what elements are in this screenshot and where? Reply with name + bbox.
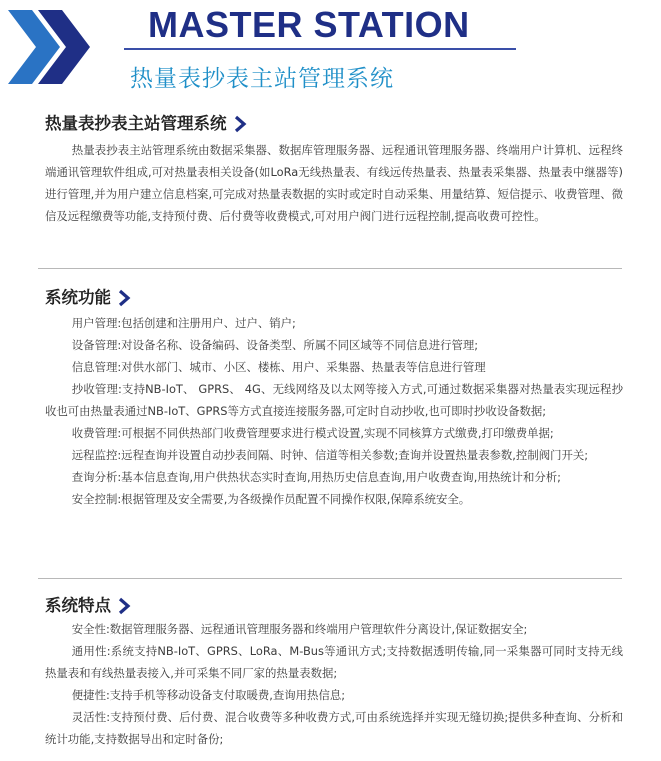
- functions-heading: [45, 286, 623, 310]
- features-section: [45, 594, 623, 750]
- header-rule: [124, 48, 516, 50]
- chevron-right-icon: [117, 597, 131, 615]
- list-item: 安全控制:根据管理及安全需要,为各级操作员配置不同操作权限,保障系统安全。: [71, 492, 471, 506]
- section-divider: [38, 578, 622, 579]
- double-chevron-icon: [8, 10, 92, 84]
- features-title: 系统特点: [45, 596, 111, 615]
- list-item: 安全性:数据管理服务器、远程通讯管理服务器和终端用户管理软件分离设计,保证数据安全;: [71, 622, 528, 636]
- header-title: MASTER STATION: [148, 4, 470, 45]
- list-item: 查询分析:基本信息查询,用户供热状态实时查询,用热历史信息查询,用户收费查询,用热统计和分析;: [71, 470, 561, 484]
- header-subtitle: 热量表抄表主站管理系统: [130, 66, 394, 92]
- list-item: 便捷性:支持手机等移动设备支付取暖费,查询用热信息;: [71, 688, 346, 702]
- chevron-right-icon: [117, 289, 131, 307]
- functions-title: 系统功能: [45, 288, 111, 307]
- list-item: 收费管理:可根据不同供热部门收费管理要求进行模式设置,实现不同核算方式缴费,打印缴费单据;: [71, 426, 554, 440]
- intro-paragraph: 热量表抄表主站管理系统由数据采集器、数据库管理服务器、远程通讯管理服务器、终端用户计算机、远程终端通讯管理软件组成,可对热量表相关设备(如LoRa无线热量表、有线远传热量表、热量表采集器、热量表中继器等)进行管理,并为用户建立信息档案,可完成对热量表数据的实时或定时自动采集、用量结算、短信提示、收费管理、微信及远程缴费等功能,支持预付费、后付费等收费模式,可对用户阀门进行远程控制,提高收费可控性。: [45, 143, 623, 223]
- intro-heading: [45, 112, 623, 136]
- features-heading: [45, 594, 623, 618]
- functions-section: [45, 286, 623, 510]
- list-item: 用户管理:包括创建和注册用户、过户、销户;: [71, 316, 296, 330]
- list-item: 灵活性:支持预付费、后付费、混合收费等多种收费方式,可由系统选择并实现无缝切换;提供多种查询、分析和统计功能,支持数据导出和定时备份;: [45, 710, 623, 746]
- list-item: 抄收管理:支持NB-IoT、 GPRS、 4G、无线网络及以太网等接入方式,可通过数据采集器对热量表实现远程抄收也可由热量表通过NB-IoT、GPRS等方式直接连接服务器,可定时自动抄收,也可即时抄收设备数据;: [45, 382, 623, 418]
- list-item: 信息管理:对供水部门、城市、小区、楼栋、用户、采集器、热量表等信息进行管理: [71, 360, 486, 374]
- list-item: 远程监控:远程查询并设置自动抄表间隔、时钟、信道等相关参数;查询并设置热量表参数,控制阀门开关;: [71, 448, 589, 462]
- section-divider: [38, 268, 622, 269]
- intro-section: [45, 112, 623, 227]
- list-item: 通用性:系统支持NB-IoT、GPRS、LoRa、M-Bus等通讯方式;支持数据透明传输,同一采集器可同时支持无线热量表和有线热量表接入,并可采集不同厂家的热量表数据;: [45, 644, 623, 680]
- chevron-right-icon: [233, 115, 247, 133]
- list-item: 设备管理:对设备名称、设备编码、设备类型、所属不同区域等不同信息进行管理;: [71, 338, 479, 352]
- page-header: [0, 0, 661, 100]
- intro-title: 热量表抄表主站管理系统: [45, 114, 227, 133]
